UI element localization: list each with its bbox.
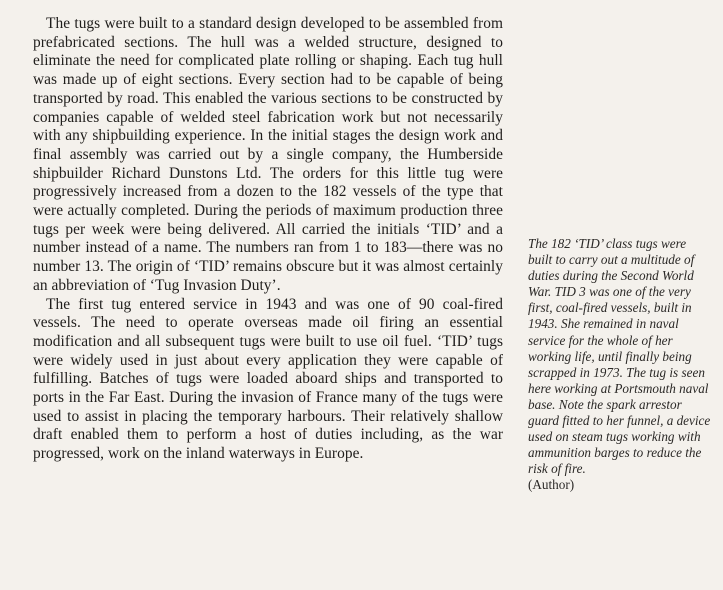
- body-text: [33, 15, 503, 464]
- photo-caption: [528, 236, 713, 494]
- body-paragraph-2: The first tug entered service in 1943 and was one of 90 coal-fired vessels. The need to operate overseas made oil firing an essential modification and all subsequent tugs were built to use oil fuel. ‘TID’ tugs were widely used in just about every application they were capable of fulfilling. Batches of tugs were loaded aboard ships and transported to ports in the Far East. During the invasion of France many of the tugs were used to assist in placing the temporary harbours. Their relatively shallow draft enabled them to perform a host of duties including, as the war progressed, work on the inland waterways in Europe.: [33, 295, 503, 463]
- caption-credit: (Author): [528, 477, 575, 493]
- caption-text: The 182 ‘TID’ class tugs were built to carry out a multitude of duties during the Second World War. TID 3 was one of the very first, coal-fired vessels, built in 1943. She remained in naval service for the whole of her working life, until finally being scrapped in 1973. The tug is seen here working at Portsmouth naval base. Note the spark arrestor guard fitted to her funnel, a device used on steam tugs working with ammunition barges to reduce the risk of fire.: [528, 236, 711, 477]
- body-paragraph-1: The tugs were built to a standard design developed to be assembled from prefabricated sections. The hull was a welded structure, designed to eliminate the need for complicated plate rolling or shaping. Each tug hull was made up of eight sections. Every section had to be capable of being transported by road. This enabled the various sections to be constructed by companies capable of welded steel fabrication work but not necessarily with any shipbuilding experience. In the initial stages the design work and final assembly was carried out by a single company, the Humberside shipbuilder Richard Dunstons Ltd. The orders for this little tug were progressively increased from a dozen to the 182 vessels of the type that were actually completed. During the periods of maximum production three tugs per week were being delivered. All carried the initials ‘TID’ and a number instead of a name. The numbers ran from 1 to 183—there was no number 13. The origin of ‘TID’ remains obscure but it was almost certainly an abbreviation of ‘Tug Invasion Duty’.: [33, 15, 503, 294]
